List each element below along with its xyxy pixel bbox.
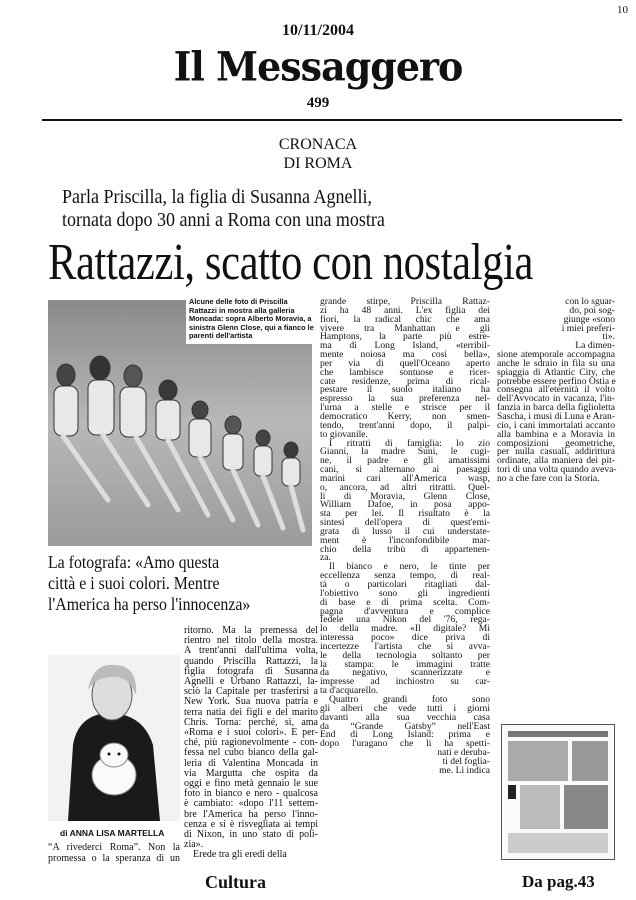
text-line: pagna d'avventura e complice (320, 605, 490, 617)
text-line: La dimen- (575, 340, 615, 352)
text-line: da “Grande Gatsby” nell'East (320, 720, 490, 732)
text-line: grande stirpe, Priscilla Rattaz- (320, 296, 490, 307)
photo-caption: Alcune delle foto di Priscilla Rattazzi in mostra alla galleria Moncada: sopra Alberto Moravia, a sinistra Glenn Close, qui a fianco le parenti dell'artista (186, 297, 317, 344)
text-line: eccellenza senza tempo, di real- (320, 570, 490, 582)
text-line: ché, più ragionevolmente - con- (184, 737, 318, 749)
text-line: to giovanile. (320, 428, 368, 440)
text-line: davanti alla sua vecchia casa (320, 711, 490, 723)
text-line: ne, il padre e gli amatissimi (320, 455, 490, 467)
text-line: giunge «sono (563, 313, 615, 325)
text-line: lo della madre. «Il digitale? Mi (320, 623, 490, 635)
text-line: cani, si alternano ai paesaggi (320, 464, 490, 476)
newspaper-masthead: Il Messaggero (173, 42, 463, 91)
byline: di ANNA LISA MARTELLA (60, 828, 165, 838)
article-column-1 (48, 842, 180, 864)
text-line: ti». (602, 331, 615, 343)
text-line: di Nixon, in uno stato di poli- (184, 829, 318, 841)
article-column-2 (184, 626, 318, 861)
text-line: da negativo, scannerizzate e (320, 667, 490, 679)
text-line: promessa o la speranza di un (48, 853, 180, 864)
text-line: oggi e fino metà gennaio le sue (184, 778, 318, 790)
text-line: vivere tra Manhattan e gli (320, 322, 490, 334)
text-line: ti del foglia- (442, 755, 490, 767)
text-line: za. (320, 552, 331, 564)
pull-quote-line: La fotografa: «Amo questa (48, 552, 220, 572)
continued-from-label: Da pag.43 (522, 872, 595, 891)
text-line: potrebbe essere perfino Ostia e (497, 375, 616, 387)
text-line: A trent'anni dall'ultima volta, (184, 645, 318, 657)
text-line: incertezze l'artista che si avva- (320, 640, 490, 652)
text-line: sintesi dell'opera di quest'emi- (320, 517, 490, 529)
text-line: Quattro grandi foto sono (329, 693, 490, 705)
text-line: tori di una volta quando aveva- (497, 464, 617, 476)
text-line: impresse ad inchiostro su car- (320, 676, 490, 688)
text-line: i miei preferi- (561, 322, 615, 334)
text-line: per via di quell'Oceano aperto (320, 357, 490, 369)
text-line: sciò la Capitale per trasferirsi a (184, 686, 318, 698)
text-line: le della tecnologia soltanto per (320, 649, 490, 661)
text-line: o, ancora, ad altri ritratti. Quel- (320, 481, 490, 493)
text-line: chio della tribù di appartenen- (320, 543, 490, 555)
text-line: bre l'America ha perso l'inno- (184, 808, 318, 820)
text-line: con lo sguar- (565, 296, 615, 307)
text-line: gli alberi che vede tutti i giorni (320, 702, 490, 714)
text-line: Gianni, la madre Suni, le cugi- (320, 446, 490, 458)
issue-number: 499 (306, 95, 330, 111)
text-line: fessa nel cubo bianco della gal- (184, 747, 318, 759)
text-line: zi ha 48 anni. L'ex figlia dei (320, 304, 490, 316)
headline: Rattazzi, scatto con nostalgia (48, 234, 534, 291)
pull-quote-line: l'America ha perso l'innocenza» (48, 594, 251, 614)
pull-quote (48, 552, 250, 615)
text-line: «Roma e i suoi colori». E per- (184, 727, 318, 739)
text-line: ment è l'inconfondibile mar- (320, 534, 490, 546)
text-line: mente noiosa ma così bella», (320, 349, 490, 361)
text-line: è cambiato: «dopo l'11 settem- (184, 798, 318, 810)
text-line: sta per lei. Il risultato è la (320, 508, 490, 520)
text-line: consegna all'eternità il volto (497, 384, 615, 396)
text-line: End di Long Island: prima e (320, 729, 490, 741)
text-line: William Dafoe, in posa appo- (320, 499, 490, 511)
section-line: CRONACA (278, 136, 358, 153)
text-line: composizioni geometriche, (497, 437, 615, 449)
text-line: dell'Avvocato in vacanza, l'in- (497, 393, 615, 405)
text-line: fiori, la radical chic che ama (320, 313, 490, 325)
text-line: quando Priscilla Rattazzi, la (184, 655, 318, 667)
text-line: di base e di prima scelta. Com- (320, 596, 490, 608)
subheadline-line: tornata dopo 30 anni a Roma con una mostra (62, 209, 385, 231)
text-line: nati e deruba- (437, 747, 490, 759)
header-rule (42, 119, 622, 121)
text-line: fedele una Nikon del '76, rega- (320, 614, 490, 626)
text-line: anche le sdraio in fila su una (497, 357, 615, 369)
text-line: via Margutta che ospita da (184, 767, 318, 779)
text-line: alla bambina e a Moravia in (497, 428, 615, 440)
pull-quote-line: città e i suoi colori. Mentre (48, 573, 220, 593)
publication-date: 10/11/2004 (281, 22, 354, 39)
text-line: do, poi sog- (569, 304, 615, 316)
section-footer-label: Cultura (205, 872, 267, 892)
text-line: Erede tra gli eredi della (193, 849, 287, 861)
text-line: I ritratti di famiglia: lo zio (329, 437, 490, 449)
text-line: no a che fare con la Storia. (497, 472, 600, 484)
page-number: 10 (617, 4, 628, 16)
text-line: New York. Sua nuova patria e (184, 696, 318, 708)
text-line: l'obiettivo sono gli ingredienti (320, 587, 490, 599)
text-line: ritorno. Ma la premessa del (184, 625, 318, 636)
text-line: democratico Kerry, non smen- (320, 410, 490, 422)
text-line: pestare il suolo italiano ha (320, 384, 490, 396)
section-line: DI ROMA (283, 155, 353, 172)
text-line: figlia fotografa di Susanna (184, 665, 318, 677)
text-line: spiaggia di Atlantic City, che (497, 366, 615, 378)
text-line: cate residenze, prima di rical- (320, 375, 490, 387)
page-thumbnail (501, 724, 615, 860)
article-column-3 (320, 298, 490, 776)
text-line: Hamptons, la parte più estre- (320, 331, 490, 343)
text-line: fanzia in barca della figlioletta (497, 402, 615, 414)
portrait-photo (48, 655, 180, 821)
subheadline-line: Parla Priscilla, la figlia di Susanna Agnelli, (62, 186, 372, 208)
article-column-4 (497, 298, 615, 484)
subheadline (62, 186, 385, 232)
text-line: la stampa: le immagini tratte (320, 658, 490, 670)
text-line: marini cari all'America wasp, (320, 472, 490, 484)
text-line: “A rivederci Roma”. Non la (48, 842, 180, 853)
text-line: Il bianco e nero, le tinte per (329, 561, 490, 573)
text-line: ordinate, alla maniera dei pit- (497, 455, 615, 467)
text-line: Chris. Torna: perché, sì, ama (184, 716, 318, 728)
text-line: sione atemporale accompagna (497, 349, 615, 361)
text-line: li di Moravia, Glenn Close, (320, 490, 490, 502)
text-line: l'urna a stelle e strisce per il (320, 402, 490, 414)
text-line: dopo l'uragano che li ha spetti- (320, 738, 490, 750)
text-line: che lambisce sontuose e ricer- (320, 366, 490, 378)
text-line: tendo, trent'anni dopo, il palpi- (320, 419, 490, 431)
text-line: cio, i cani immortalati accanto (497, 419, 615, 431)
text-line: interessa poco» dice priva di (320, 632, 490, 644)
text-line: ma di Long Island, «terribil- (320, 340, 490, 352)
text-line: cenza e si è risvegliata ai tempi (184, 818, 318, 830)
text-line: rientro nel titolo della mostra. (184, 635, 318, 647)
text-line: Sascha, i musi di Luna e Aran- (497, 410, 616, 422)
text-line: foto in bianco e nero - qualcosa (184, 788, 318, 800)
text-line: espresso la sua preferenza nel- (320, 393, 490, 405)
text-line: me. Li indica (439, 764, 490, 776)
text-line: ta d'acquarello. (320, 685, 379, 697)
text-line: grata di lusso il cui understate- (320, 525, 490, 537)
text-line: zia». (184, 839, 204, 851)
text-line: terra natia dei figli e del marito (184, 706, 318, 718)
text-line: per nulla casuali, addirittura (497, 446, 615, 458)
text-line: leria di Valentina Moncada in (184, 757, 318, 769)
text-line: tà o particolari ritagliati dal- (320, 579, 490, 590)
text-line: Agnelli e Urbano Rattazzi, la- (184, 676, 318, 688)
section-title (0, 135, 636, 173)
